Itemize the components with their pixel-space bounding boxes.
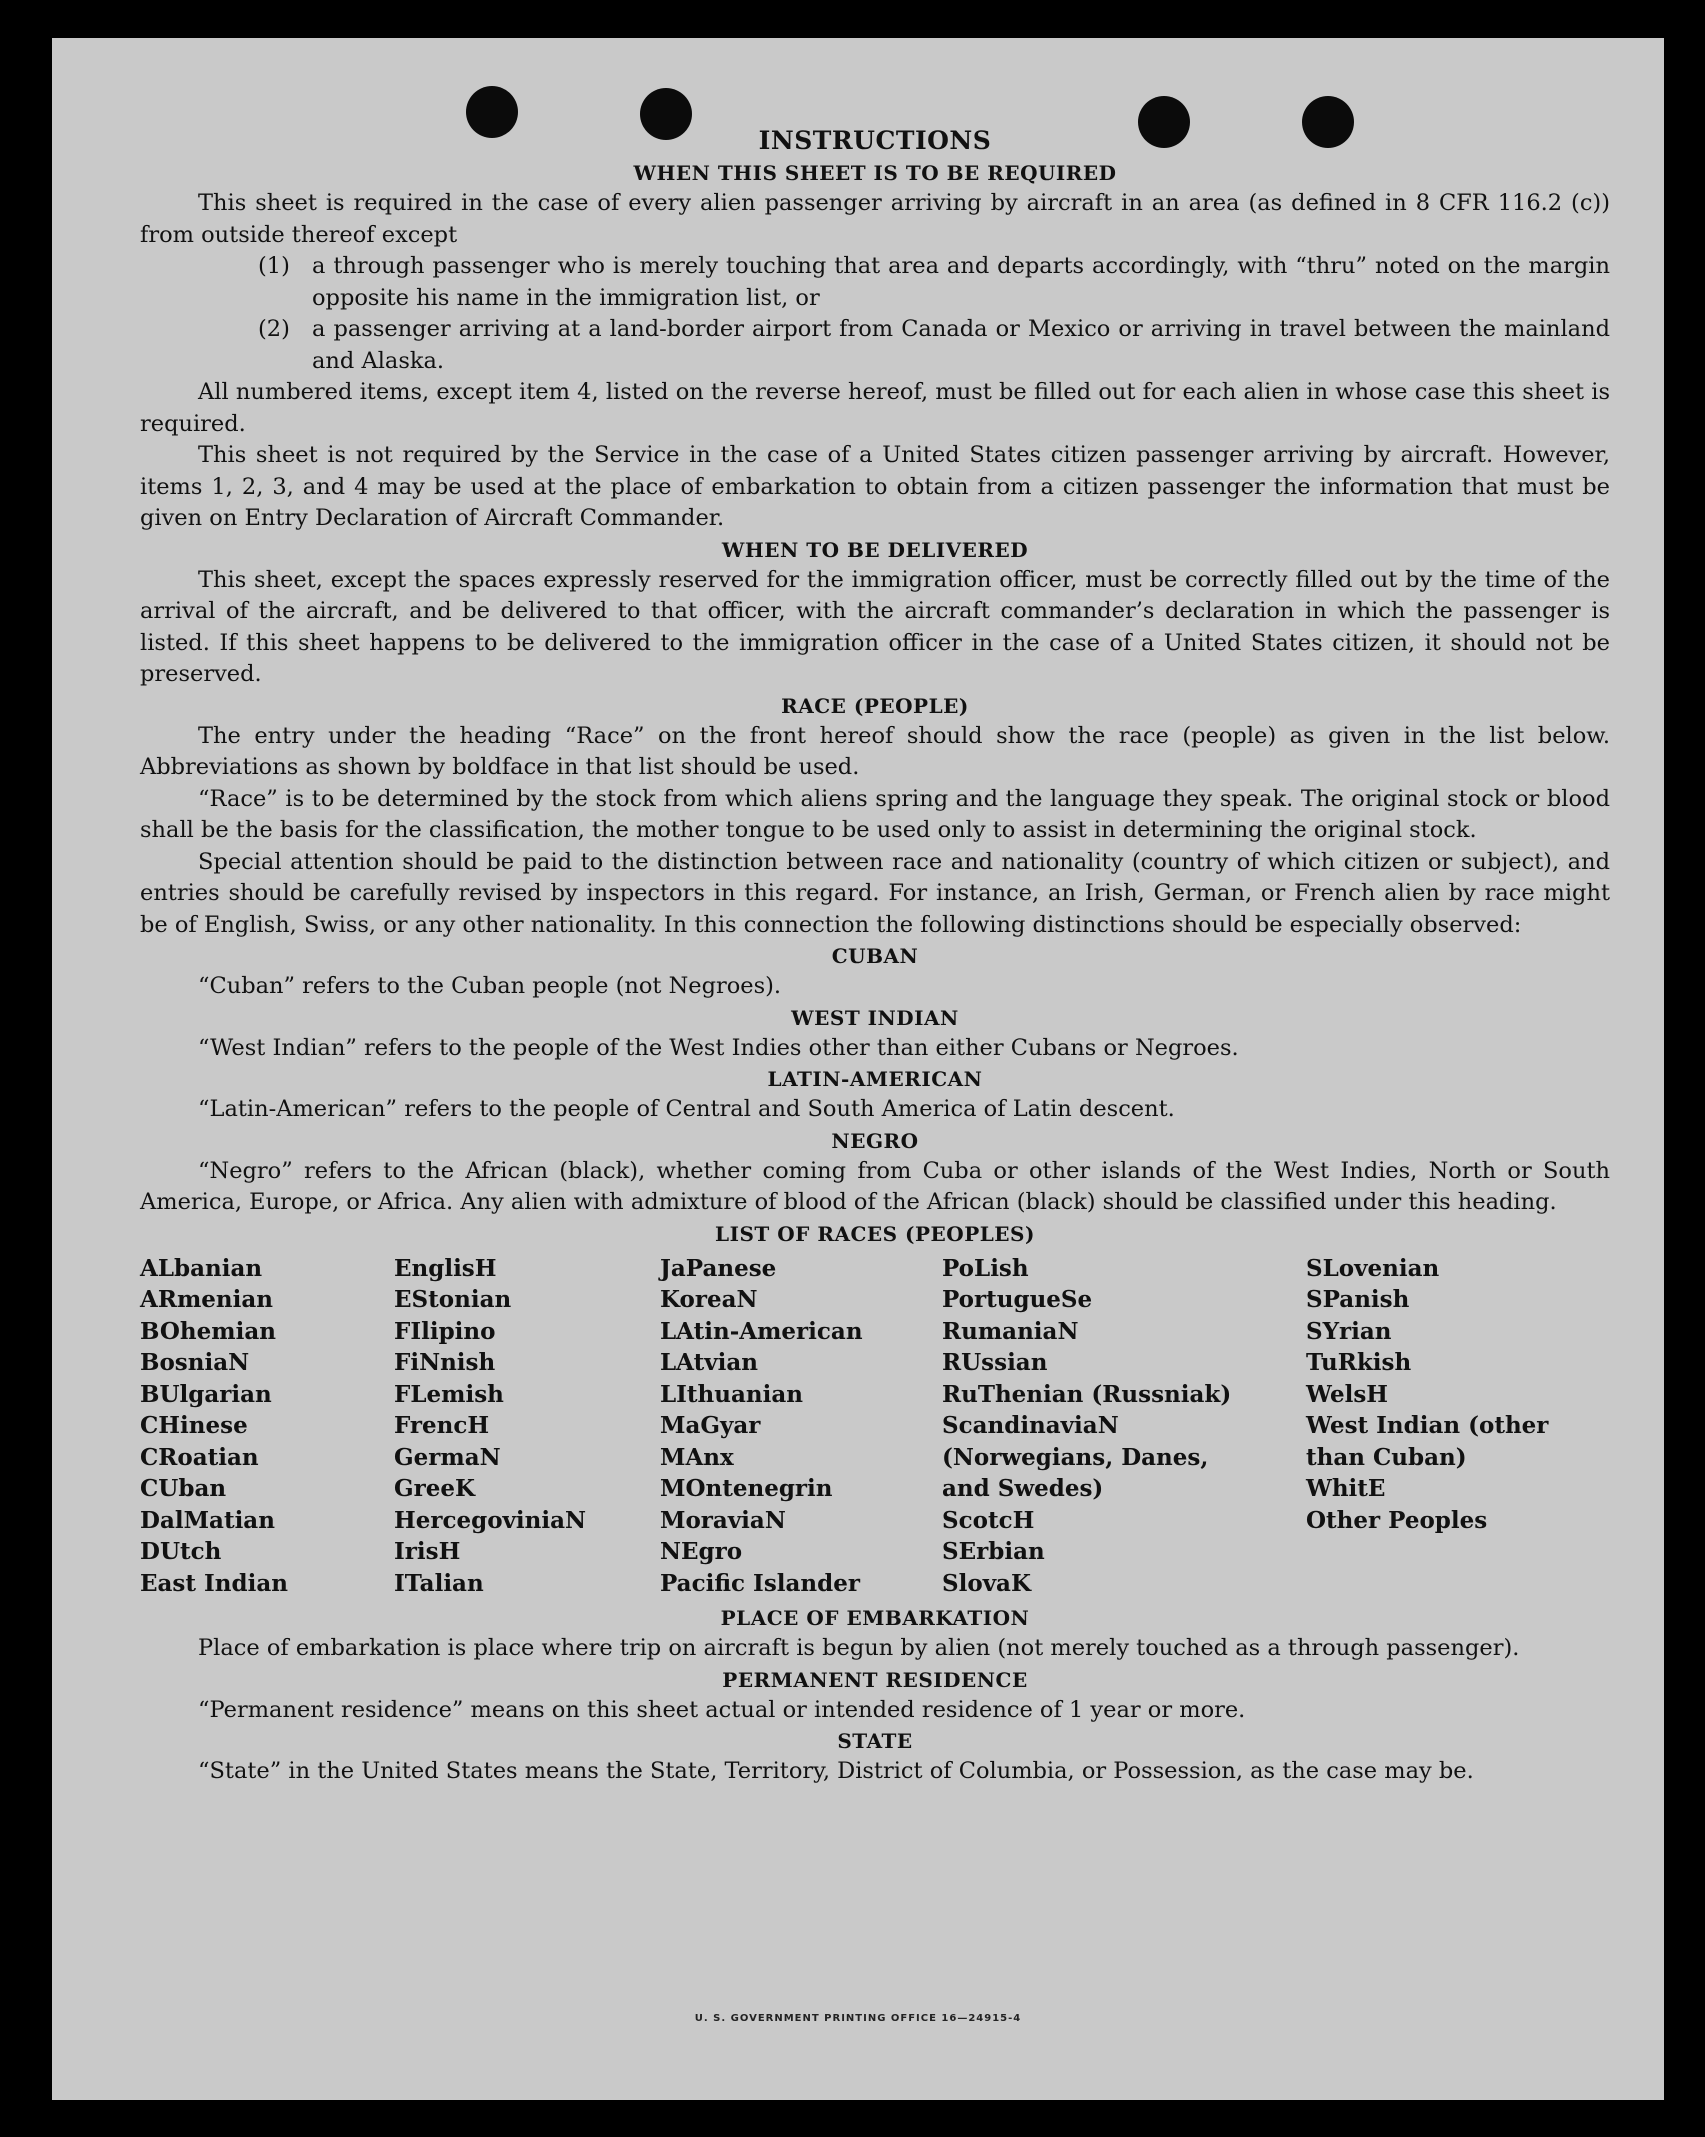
section-heading: NEGRO	[831, 1128, 919, 1153]
race-entry: FrencH	[394, 1412, 490, 1439]
list-item	[258, 314, 1610, 377]
section-heading: WEST INDIAN	[791, 1005, 959, 1030]
race-entry: CRoatian	[140, 1443, 259, 1471]
printer-imprint: U. S. GOVERNMENT PRINTING OFFICE 16—24915-4	[694, 2013, 1022, 2024]
section-heading: PLACE OF EMBARKATION	[720, 1606, 1030, 1630]
race-entry: LAtin-American	[660, 1317, 863, 1345]
race-entry: DUtch	[140, 1538, 222, 1565]
races-column	[394, 1253, 660, 1600]
paragraph: This sheet is not required by the Service in the case of a United States citizen passenger arriving by aircraft. However, items 1, 2, 3, and 4 may be used at the place of embarkation to obtain from a citizen passenger the information that must be given on Entry Declaration of Aircraft Commander.	[140, 442, 1610, 531]
race-entry: RumaniaN	[942, 1317, 1079, 1345]
paragraph: This sheet, except the spaces expressly reserved for the immigration officer, must be correctly filled out by the time of the arrival of the aircraft, and be delivered to that officer, with the aircraft commander’s declaration in which the passenger is listed. If this sheet happens to be delivered to the immigration officer in the case of a United States citizen, it should not be preserved.	[140, 566, 1610, 687]
race-entry: BOhemian	[140, 1317, 276, 1345]
paragraph: This sheet is required in the case of every alien passenger arriving by aircraft in an area (as defined in 8 CFR 116.2 (c)) from outside thereof except	[140, 190, 1610, 248]
paragraph: Special attention should be paid to the distinction between race and nationality (country of which citizen or subject), and entries should be carefully revised by inspectors in this regard. For instance, an Irish, German, or French alien by race might be of English, Swiss, or any other nationality. In this connection the following distinctions should be especially observed:	[140, 848, 1610, 938]
page-title: INSTRUCTIONS	[758, 126, 992, 155]
section-heading: STATE	[837, 1729, 913, 1753]
race-entry: SYrian	[1306, 1317, 1392, 1345]
race-entry: MAnx	[660, 1443, 734, 1471]
race-entry: IrisH	[394, 1538, 461, 1565]
paragraph: “Race” is to be determined by the stock from which aliens spring and the language they speak. The original stock or blood shall be the basis for the classification, the mother tongue to be used only to assist in determining the original stock.	[140, 785, 1610, 843]
paragraph: “State” in the United States means the State, Territory, District of Columbia, or Possession, as the case may be.	[198, 1758, 1474, 1784]
race-entry: SErbian	[942, 1538, 1045, 1565]
paragraph: “Negro” refers to the African (black), whether coming from Cuba or other islands of the West Indies, North or South America, Europe, or Africa. Any alien with admixture of blood of the African (black) should be classified under this heading.	[140, 1157, 1610, 1215]
race-entry: Pacific Islander	[660, 1569, 860, 1597]
race-entry: JaPanese	[660, 1254, 777, 1282]
race-entry: KoreaN	[660, 1286, 758, 1313]
race-entry: SLovenian	[1306, 1254, 1440, 1282]
race-entry: GreeK	[394, 1475, 476, 1502]
race-entry: MoraviaN	[660, 1506, 786, 1534]
paragraph: “Cuban” refers to the Cuban people (not Negroes).	[198, 973, 782, 999]
races-column	[140, 1253, 394, 1600]
paragraph: “Permanent residence” means on this sheet actual or intended residence of 1 year or more.	[198, 1696, 1246, 1723]
item-text: a passenger arriving at a land-border airport from Canada or Mexico or arriving in travel between the mainland and Alaska.	[312, 316, 1610, 374]
race-entry: DalMatian	[140, 1506, 275, 1534]
section-heading: CUBAN	[831, 944, 919, 968]
section-heading: RACE (PEOPLE)	[781, 693, 969, 718]
race-entry: EStonian	[394, 1286, 512, 1313]
section-heading: LATIN-AMERICAN	[767, 1067, 983, 1091]
races-column	[660, 1253, 942, 1600]
races-list	[140, 1253, 1610, 1600]
paragraph: “Latin-American” refers to the people of Central and South America of Latin descent.	[198, 1096, 1175, 1122]
race-entry: LAtvian	[660, 1349, 758, 1376]
races-column	[942, 1253, 1242, 1600]
race-entry: TuRkish	[1306, 1349, 1412, 1376]
item-number: (1)	[258, 253, 290, 279]
race-entry: LIthuanian	[660, 1380, 803, 1408]
item-number: (2)	[258, 316, 290, 342]
race-entry: FLemish	[394, 1380, 504, 1408]
race-entry: ScandinaviaN (Norwegians, Danes, and Swedes)	[942, 1412, 1209, 1502]
race-entry: CHinese	[140, 1412, 248, 1439]
race-entry: FiNnish	[394, 1349, 496, 1376]
races-column	[1306, 1253, 1568, 1600]
race-entry: SPanish	[1306, 1286, 1410, 1313]
race-entry: WelsH	[1306, 1380, 1389, 1408]
instructions-body	[140, 124, 1610, 1788]
section-heading: PERMANENT RESIDENCE	[722, 1667, 1028, 1692]
race-entry: BosniaN	[140, 1349, 250, 1376]
paragraph: “West Indian” refers to the people of the West Indies other than either Cubans or Negroes.	[198, 1034, 1239, 1061]
race-entry: WhitE	[1306, 1475, 1386, 1502]
section-heading: LIST OF RACES (PEOPLES)	[715, 1221, 1035, 1246]
race-entry: FIlipino	[394, 1317, 496, 1345]
race-entry: EnglisH	[394, 1254, 497, 1282]
race-entry: CUban	[140, 1475, 227, 1502]
race-entry: NEgro	[660, 1538, 743, 1565]
race-entry: BUlgarian	[140, 1380, 272, 1408]
race-entry: ITalian	[394, 1569, 484, 1597]
section-heading: WHEN TO BE DELIVERED	[721, 537, 1029, 562]
race-entry: West Indian (other than Cuban)	[1306, 1412, 1549, 1471]
race-entry: RuThenian (Russniak)	[942, 1380, 1232, 1408]
race-entry: East Indian	[140, 1569, 288, 1597]
race-entry: HercegoviniaN	[394, 1506, 587, 1534]
race-entry: GermaN	[394, 1443, 501, 1471]
race-entry: PortugueSe	[942, 1286, 1093, 1313]
race-entry: PoLish	[942, 1254, 1029, 1282]
race-entry: SlovaK	[942, 1569, 1031, 1597]
race-entry: ScotcH	[942, 1506, 1035, 1534]
document-page	[52, 38, 1664, 2100]
race-entry: MOntenegrin	[660, 1475, 833, 1502]
race-entry: RUssian	[942, 1349, 1048, 1376]
race-entry: Other Peoples	[1306, 1506, 1488, 1534]
section-heading: WHEN THIS SHEET IS TO BE REQUIRED	[633, 161, 1117, 185]
item-text: a through passenger who is merely touching that area and departs accordingly, with “thru” noted on the margin opposite his name in the immigration list, or	[312, 253, 1610, 311]
paragraph: All numbered items, except item 4, listed on the reverse hereof, must be filled out for each alien in whose case this sheet is required.	[140, 379, 1610, 437]
race-entry: ARmenian	[140, 1286, 274, 1313]
paragraph: The entry under the heading “Race” on the front hereof should show the race (people) as given in the list below. Abbreviations as shown by boldface in that list should be used.	[140, 722, 1610, 780]
race-entry: ALbanian	[140, 1254, 263, 1282]
paragraph: Place of embarkation is place where trip on aircraft is begun by alien (not merely touched as a through passenger).	[198, 1635, 1520, 1661]
race-entry: MaGyar	[660, 1412, 761, 1439]
list-item	[258, 251, 1610, 314]
